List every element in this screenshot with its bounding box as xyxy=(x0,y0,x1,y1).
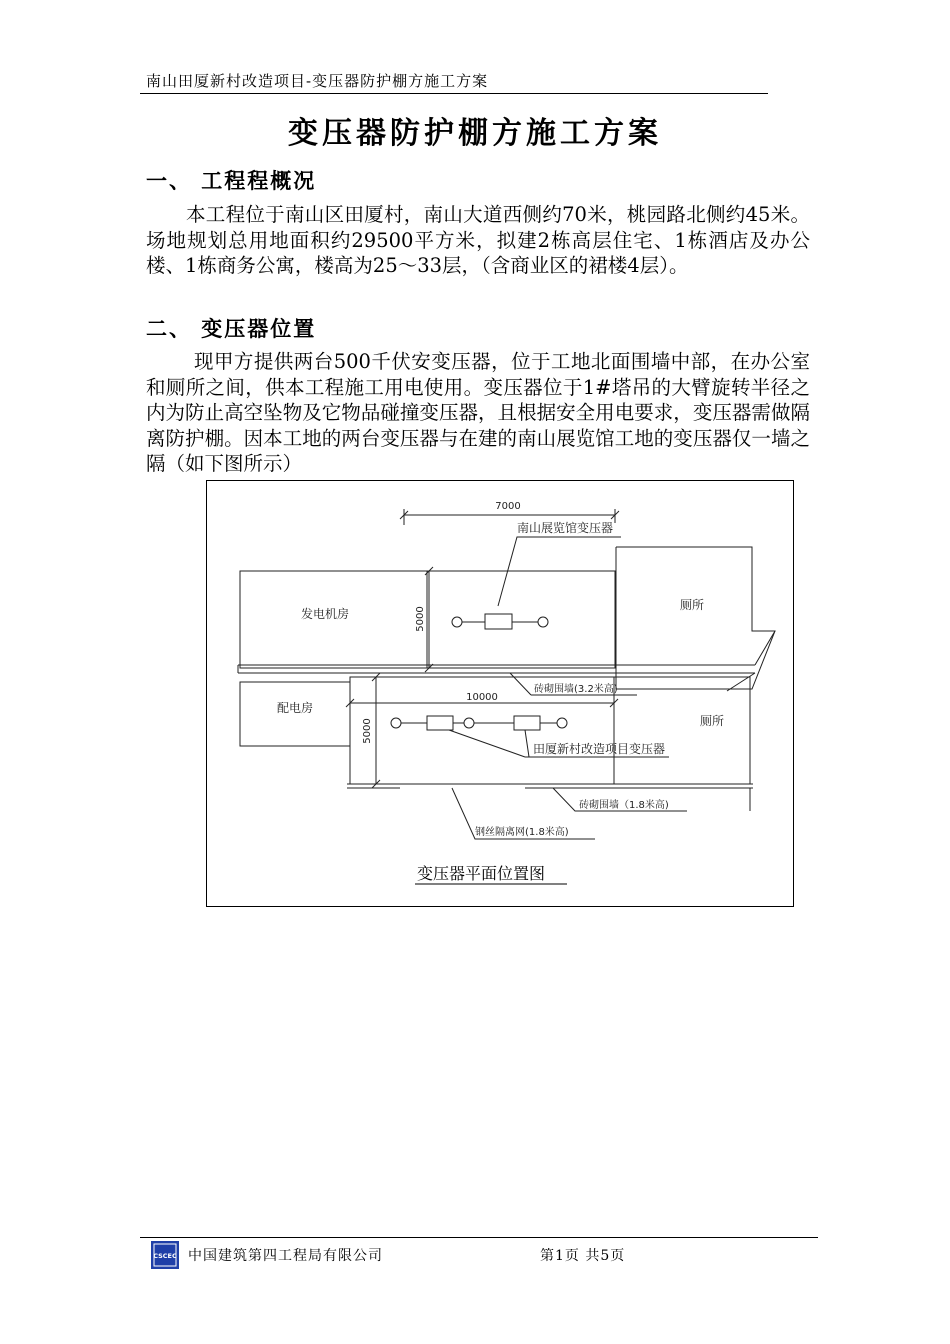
document-title: 变压器防护棚方施工方案 xyxy=(288,116,662,151)
label-generator-room: 发电机房 xyxy=(300,607,350,621)
footer-company: 中国建筑第四工程局有限公司 xyxy=(188,1248,383,1264)
label-dim-10000: 10000 xyxy=(466,692,498,703)
section-heading-transformer-location: 二、 变压器位置 xyxy=(146,316,317,341)
section-paragraph-transformer-location: 现甲方提供两台500千伏安变压器，位于工地北面围墙中部，在办公室和厕所之间，供本工程施工用电使用。变压器位于1#塔吊的大臂旋转半径之内为防止高空坠物及它物品碰撞变压器，且根据安全用电要求，变压器需做隔离防护棚。因本工地的两台变压器与在建的南山展览馆工地的变压器仅一墙之隔（如下图所示） xyxy=(146,350,810,475)
header-title: 南山田厦新村改造项目-变压器防护棚方施工方案 xyxy=(146,72,489,90)
footer-page-info: 第1页 共5页 xyxy=(540,1248,626,1264)
label-tianxia-transformer: 田厦新村改造项目变压器 xyxy=(533,742,666,756)
site-plan-drawing xyxy=(207,481,793,906)
label-dim-7000: 7000 xyxy=(495,501,521,512)
label-brick-wall-high: 砖砌围墙(3.2米高) xyxy=(534,684,618,695)
label-toilet-top: 厕所 xyxy=(679,598,705,612)
label-wire-mesh: 钢丝隔离网(1.8米高) xyxy=(475,827,569,838)
label-nanshan-transformer: 南山展览馆变压器 xyxy=(517,521,614,535)
label-brick-wall-low: 砖砌围墙（1.8米高) xyxy=(579,800,669,811)
tianxia-transformer-1 xyxy=(427,716,453,730)
label-power-room: 配电房 xyxy=(276,701,314,715)
figure-caption: 变压器平面位置图 xyxy=(417,864,546,883)
toilet-top-outline xyxy=(616,547,775,689)
label-dim-5000-top: 5000 xyxy=(415,606,426,632)
section-heading-overview: 一、 工程程概况 xyxy=(146,168,317,193)
company-logo xyxy=(151,1241,179,1269)
section-paragraph-overview: 本工程位于南山区田厦村，南山大道西侧约70米，桃园路北侧约45米。场地规划总用地面积约29500平方米，拟建2栋高层住宅、1栋酒店及办公楼、1栋商务公寓，楼高为25～33层，（含商业区的裙楼4层）。 xyxy=(146,203,810,277)
tianxia-transformer-2 xyxy=(514,716,540,730)
label-dim-5000-bottom: 5000 xyxy=(362,718,373,744)
header-divider xyxy=(140,93,768,94)
nanshan-transformer-symbol xyxy=(485,614,512,629)
label-toilet-bottom: 厕所 xyxy=(699,714,725,728)
transformer-site-plan-figure xyxy=(206,480,794,907)
toilet-bottom-outline xyxy=(614,677,750,784)
logo-text: CSCEC xyxy=(153,1252,177,1260)
footer-divider xyxy=(140,1237,818,1238)
